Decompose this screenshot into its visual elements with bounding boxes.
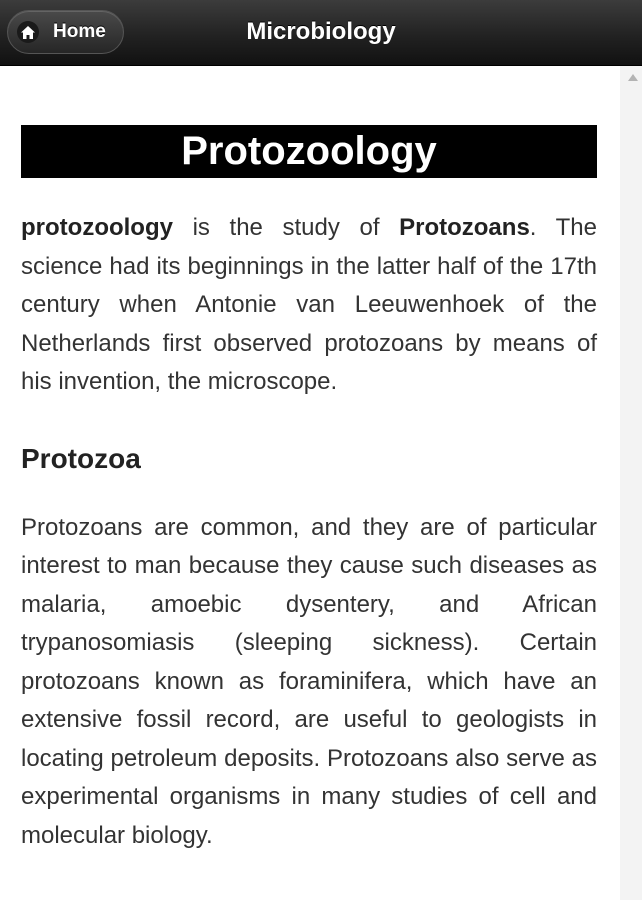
home-button-label: Home	[53, 21, 106, 42]
page-title: Microbiology	[246, 18, 396, 45]
home-icon	[17, 21, 39, 43]
section-paragraph: Protozoans are common, and they are of particular interest to man because they cause such diseases as malaria, amoebic dysentery, and African trypanosomiasis (sleeping sickness). Certain protozoans known as foraminifera, which have an extensive fossil record, are useful to geologists in locating petroleum deposits. Protozoans also serve as experimental organisms in many studies of cell and molecular biology.	[21, 513, 597, 849]
intro-subject: Protozoans	[399, 214, 530, 241]
section-heading: Protozoa	[21, 442, 141, 474]
intro-rest: . The science had its beginnings in the latter half of the 17th century when Antonie van Leeuwenhoek of the Netherlands first observed protozoans by means of his invention, the microscope.	[21, 214, 597, 395]
home-button[interactable]	[7, 10, 124, 54]
scrollbar[interactable]	[620, 66, 642, 900]
intro-paragraph	[21, 209, 597, 402]
scroll-up-arrow-icon[interactable]	[628, 74, 638, 81]
intro-mid: is the study of	[172, 214, 400, 241]
article	[21, 125, 597, 855]
intro-term: protozoology	[21, 214, 173, 241]
article-title: Protozoology	[21, 125, 597, 178]
header-bar	[0, 0, 642, 66]
